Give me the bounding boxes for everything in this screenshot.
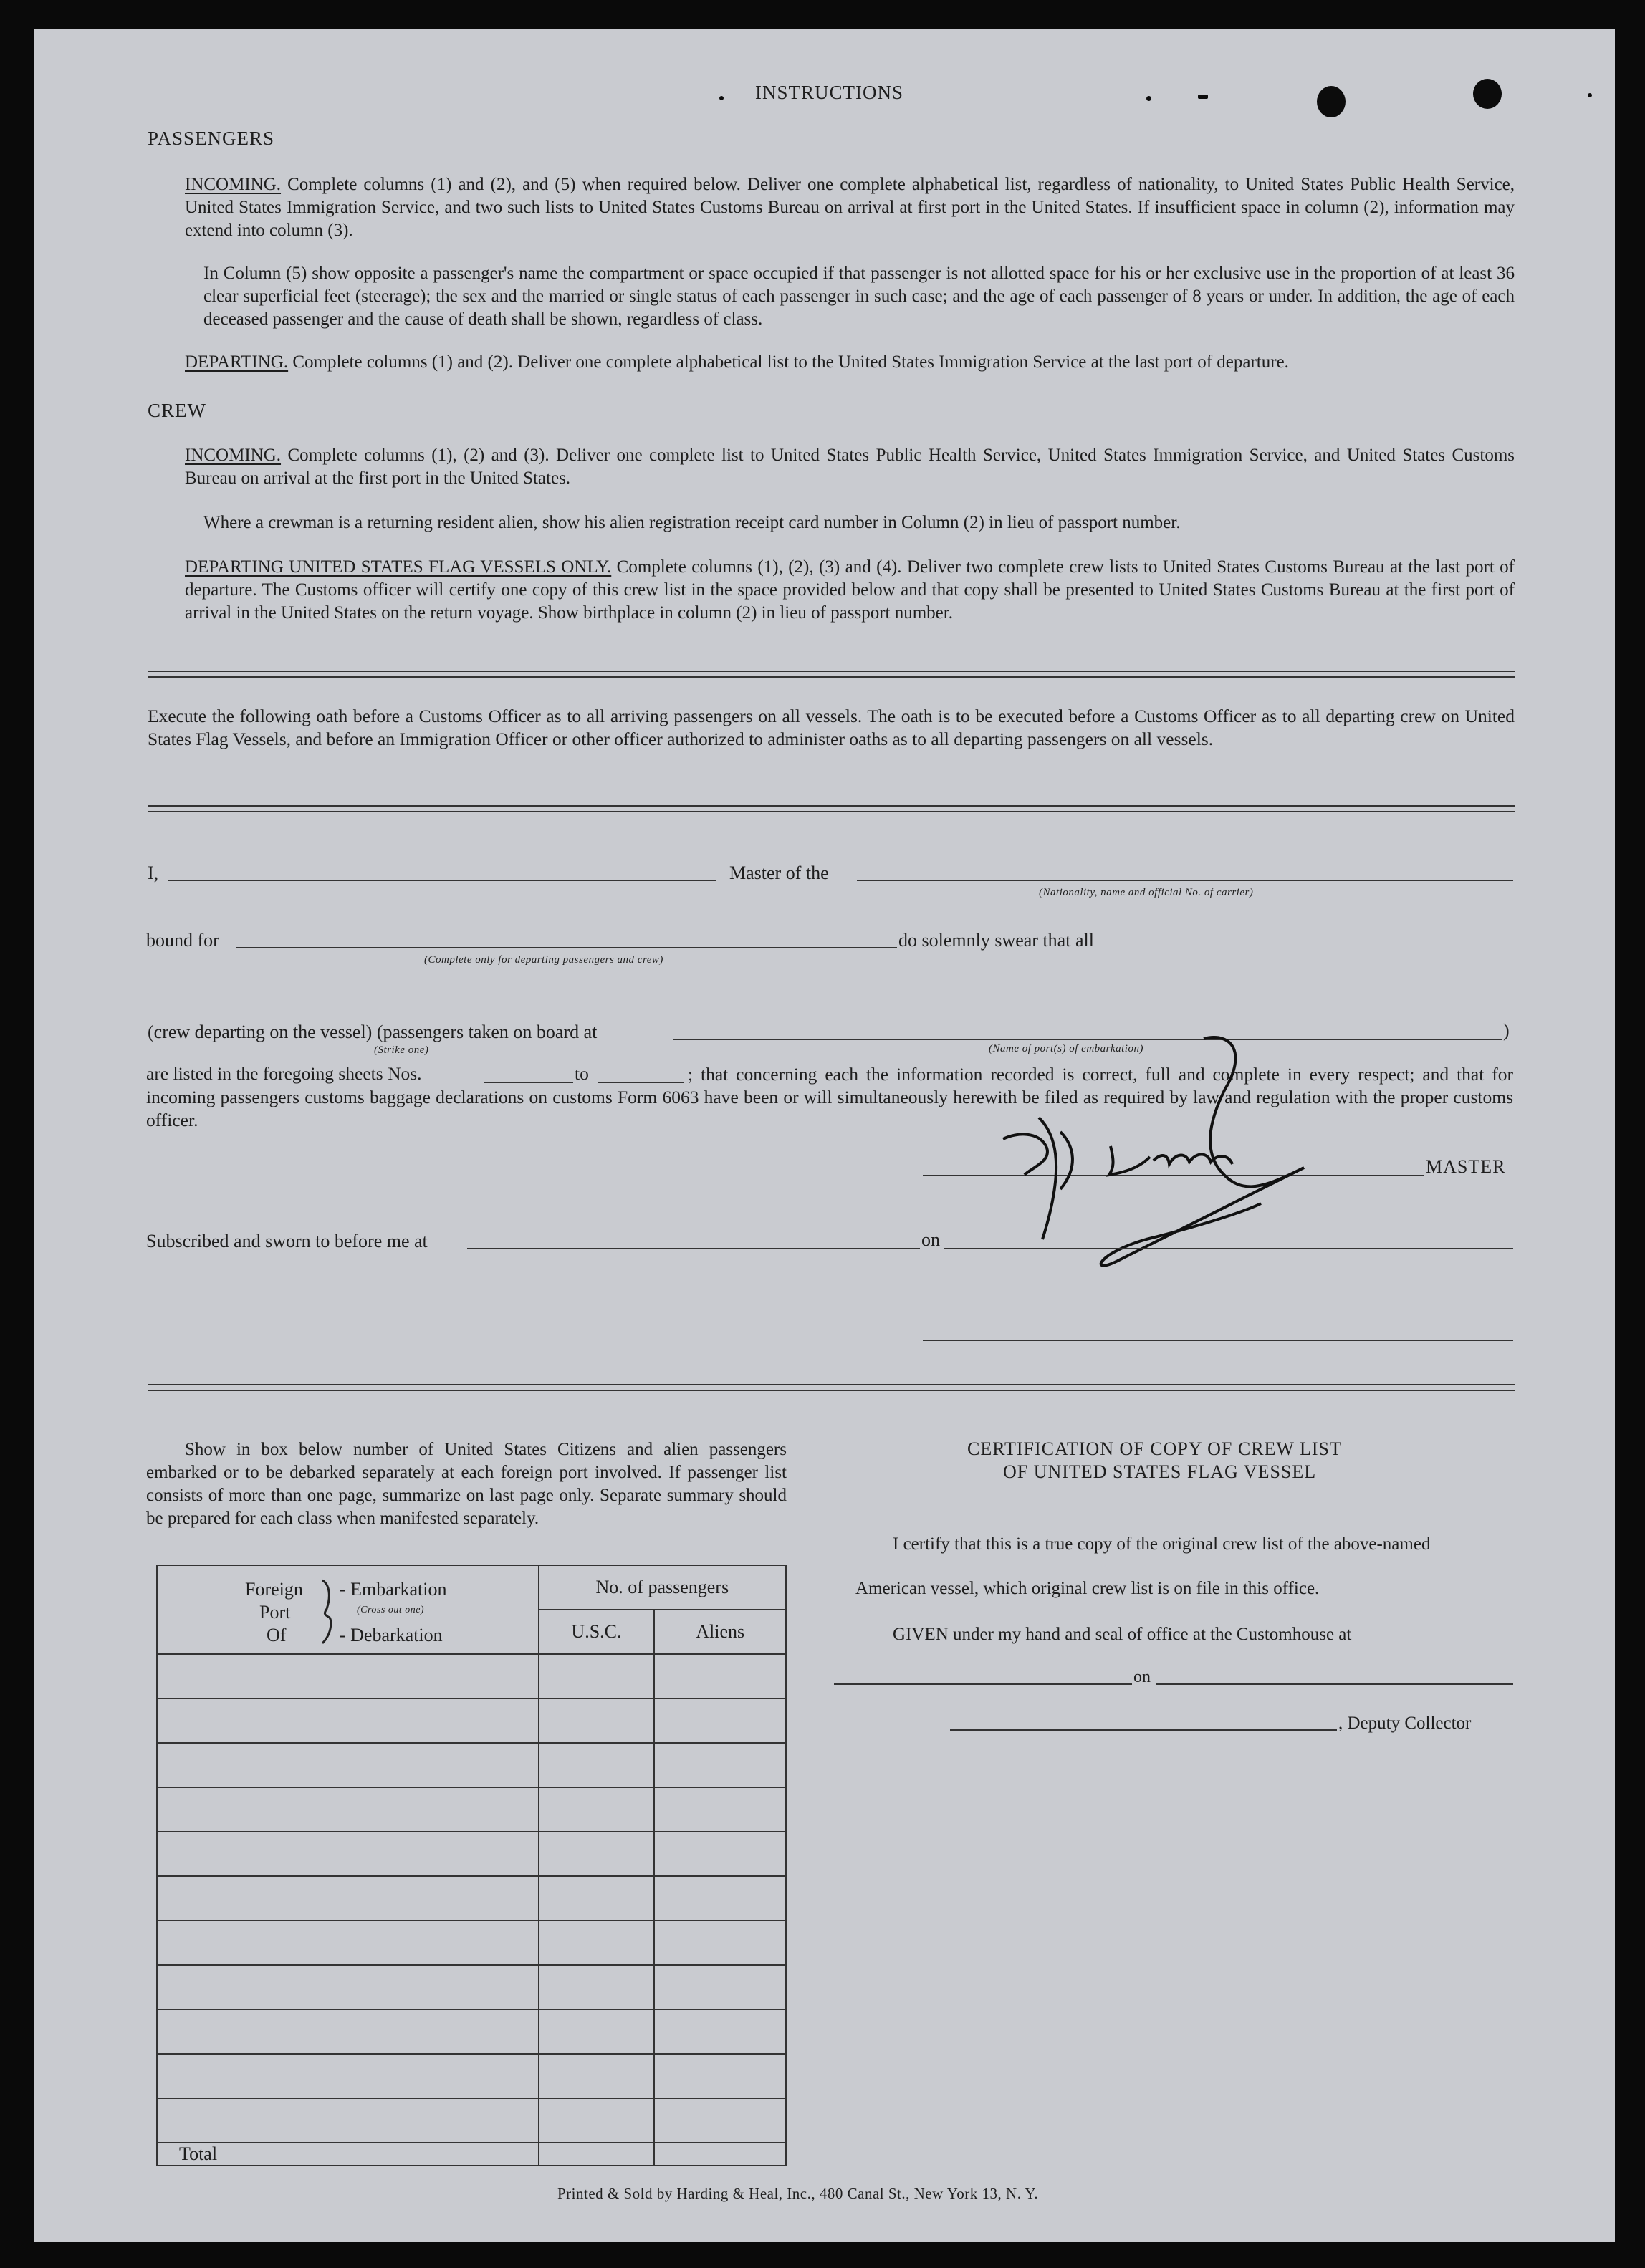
usc-cell[interactable] [539,1743,655,1787]
usc-cell[interactable] [539,2098,655,2143]
usc-cell[interactable] [539,1832,655,1876]
foreign-label: Foreign [245,1579,303,1600]
divider-double [148,1384,1515,1391]
listed-prefix: are listed in the foregoing sheets Nos. [146,1063,422,1084]
table-row [157,1654,786,1698]
port-cell[interactable] [157,1698,539,1743]
table-row [157,2054,786,2098]
crew-departing-label: DEPARTING UNITED STATES FLAG VESSELS ONLY. [185,557,612,577]
usc-cell[interactable] [539,1921,655,1965]
oath-intro: Execute the following oath before a Customs Officer as to all arriving passengers on all vessels. The oath is to be executed before a Customs Officer as to all departing crew on United States Flag Vessels, and before an Immigration Officer or other officer authorized to administer oaths as to all departing passengers on all vessels. [148,706,1515,749]
crew-departing-text: (crew departing on the vessel) (passengers taken on board at [148,1022,598,1042]
bound-for-label: bound for [146,930,219,951]
cert-on-word: on [1133,1668,1151,1686]
aliens-cell[interactable] [654,2098,786,2143]
usc-cell[interactable] [539,1965,655,2009]
port-cell[interactable] [157,1743,539,1787]
passengers-incoming-text: Complete columns (1) and (2), and (5) when required below. Deliver one complete alphabetical list, regardless of nationality, to United States Public Health Service, United States Immigration Service, and two such lists to United States Customs Bureau on arrival at first port in the United States. If insufficient space in column (2), information may extend into column (3). [185,175,1515,240]
summary-instructions: Show in box below number of United States Citizens and alien passengers embarked or to be debarked separately at each foreign port involved. If passenger list consists of more than one page, summarize on last page only. Separate summary should be prepared for each class when manifested separately. [146,1440,787,1528]
crew-incoming-text: Complete columns (1), (2) and (3). Deliver one complete list to United States Public Health Service, United States Immigration Service, and United States Customs Bureau on arrival at the first port in the United States. [185,446,1515,488]
crew-crewman: Where a crewman is a returning resident alien, show his alien registration receipt card number in Column (2) in lieu of passport number. [203,513,1181,532]
listed-text: ; that concerning each the information recorded is correct, full and complete in every respect; and that for incoming passengers customs baggage declarations on customs Form 6063 have been or will simultaneously herewith be filed as required by law and regulation with the proper customs officer. [146,1064,1513,1130]
master-name-field[interactable] [168,880,716,881]
table-row [157,1876,786,1921]
table-row [157,1832,786,1876]
handwritten-signature [989,1024,1333,1282]
customhouse-date-field[interactable] [1156,1683,1513,1685]
crew-heading: CREW [148,400,206,421]
table-row [157,1965,786,2009]
aliens-cell[interactable] [654,1654,786,1698]
aliens-cell[interactable] [654,1743,786,1787]
subscribed-text: Subscribed and sworn to before me at [146,1231,428,1251]
aliens-cell[interactable] [654,1965,786,2009]
deputy-collector-label: , Deputy Collector [1338,1714,1472,1733]
table-row [157,2098,786,2143]
aliens-cell[interactable] [654,1832,786,1876]
speck [1146,96,1151,101]
aliens-header: Aliens [654,1610,786,1654]
crew-departing-text: Complete columns (1), (2), (3) and (4). Deliver two complete crew lists to United States Customs Bureau at the last port of departure. The Customs officer will certify one copy of this crew list in the space provided below and that copy shall be presented to United States Customs Bureau at the first port of arrival in the United States on the return voyage. Show birthplace in column (2) in lieu of passport number. [185,557,1515,623]
bound-for-field[interactable] [236,947,897,948]
certification-title-line1: CERTIFICATION OF COPY OF CREW LIST [967,1438,1342,1459]
certify-line1: I certify that this is a true copy of the original crew list of the above-named [893,1534,1431,1554]
table-row [157,1787,786,1832]
foreign-port-header [157,1565,539,1654]
printer-footer: Printed & Sold by Harding & Heal, Inc., 480 Canal St., New York 13, N. Y. [557,2185,1039,2202]
master-label: MASTER [1426,1156,1506,1177]
aliens-cell[interactable] [654,1787,786,1832]
embarkation-label: - Embarkation [340,1579,447,1600]
table-row [157,1921,786,1965]
total-label-cell [157,2143,539,2166]
passengers-heading: PASSENGERS [148,128,275,149]
usc-cell[interactable] [539,1876,655,1921]
aliens-cell[interactable] [654,1698,786,1743]
no-of-passengers-header: No. of passengers [539,1565,786,1610]
debarkation-label: - Debarkation [340,1625,443,1645]
aliens-cell[interactable] [654,1921,786,1965]
port-cell[interactable] [157,1965,539,2009]
speck [1198,95,1208,99]
aliens-cell[interactable] [654,2009,786,2054]
strike-one-note: (Strike one) [374,1044,429,1056]
port-cell[interactable] [157,1921,539,1965]
passengers-column5: In Column (5) show opposite a passenger's name the compartment or space occupied if that passenger is not allotted space for his or her exclusive use in the proportion of at least 36 clear superficial feet (steerage); the sex and the married or single status of each passenger in such case; and the age of each passenger of 8 years or under. In addition, the age of each deceased passenger and the cause of death shall be shown, regardless of class. [203,264,1515,329]
solemnly-swear-text: do solemnly swear that all [898,930,1094,951]
usc-cell[interactable] [539,1654,655,1698]
port-cell[interactable] [157,1876,539,1921]
given-text: GIVEN under my hand and seal of office at the Customhouse at [893,1625,1352,1644]
table-row [157,1698,786,1743]
of-label: Of [267,1625,287,1645]
total-label: Total [179,2143,218,2164]
usc-header: U.S.C. [539,1610,655,1654]
usc-cell[interactable] [539,1787,655,1832]
crew-departing [185,556,1515,625]
nationality-note: (Nationality, name and official No. of carrier) [1039,887,1254,898]
port-cell[interactable] [157,1787,539,1832]
officer-signature-field[interactable] [923,1340,1513,1341]
usc-cell[interactable] [539,2009,655,2054]
cross-out-note: (Cross out one) [357,1605,425,1615]
port-label: Port [259,1602,291,1623]
deputy-collector-field[interactable] [950,1729,1337,1731]
port-cell[interactable] [157,2054,539,2098]
punch-hole [1473,79,1502,109]
aliens-cell[interactable] [654,1876,786,1921]
certification-title-line2: OF UNITED STATES FLAG VESSEL [1003,1461,1317,1482]
aliens-cell[interactable] [654,2054,786,2098]
subscribed-date-field[interactable] [944,1248,1513,1249]
master-of-the-label: Master of the [729,862,829,883]
port-cell[interactable] [157,1654,539,1698]
customhouse-place-field[interactable] [834,1683,1132,1685]
usc-cell[interactable] [539,1698,655,1743]
brace-icon [320,1577,335,1646]
punch-hole [1317,86,1346,117]
speck [1588,93,1592,97]
port-cell[interactable] [157,2009,539,2054]
passenger-summary-table [156,1565,787,2166]
divider-double [148,805,1515,812]
name-of-ports-note: (Name of port(s) of embarkation) [989,1043,1143,1054]
subscribed-place-field[interactable] [467,1248,920,1249]
on-word: on [921,1229,940,1250]
speck [719,96,724,100]
passengers-departing-label: DEPARTING. [185,352,289,372]
port-cell[interactable] [157,2098,539,2143]
table-row [157,1743,786,1787]
passengers-departing-text: Complete columns (1) and (2). Deliver one complete alphabetical list to the United States Immigration Service at the last port of departure. [292,352,1289,372]
carrier-field[interactable] [857,880,1513,881]
total-aliens-cell[interactable] [654,2143,786,2166]
port-cell[interactable] [157,1832,539,1876]
divider-double [148,671,1515,678]
to-word: to [575,1063,589,1084]
usc-cell[interactable] [539,2054,655,2098]
passengers-departing [185,351,1515,374]
instructions-title: INSTRUCTIONS [755,82,904,103]
table-row [157,2009,786,2054]
crew-incoming-label: INCOMING. [185,446,282,465]
certify-line2: American vessel, which original crew list is on file in this office. [855,1579,1320,1598]
close-paren: ) [1503,1020,1510,1041]
passengers-incoming-label: INCOMING. [185,175,282,194]
passengers-incoming [185,173,1515,242]
crew-incoming [185,444,1515,490]
complete-only-note: (Complete only for departing passengers and crew) [424,954,663,966]
oath-i-label: I, [148,862,159,883]
total-row [157,2143,786,2166]
total-usc-cell[interactable] [539,2143,655,2166]
